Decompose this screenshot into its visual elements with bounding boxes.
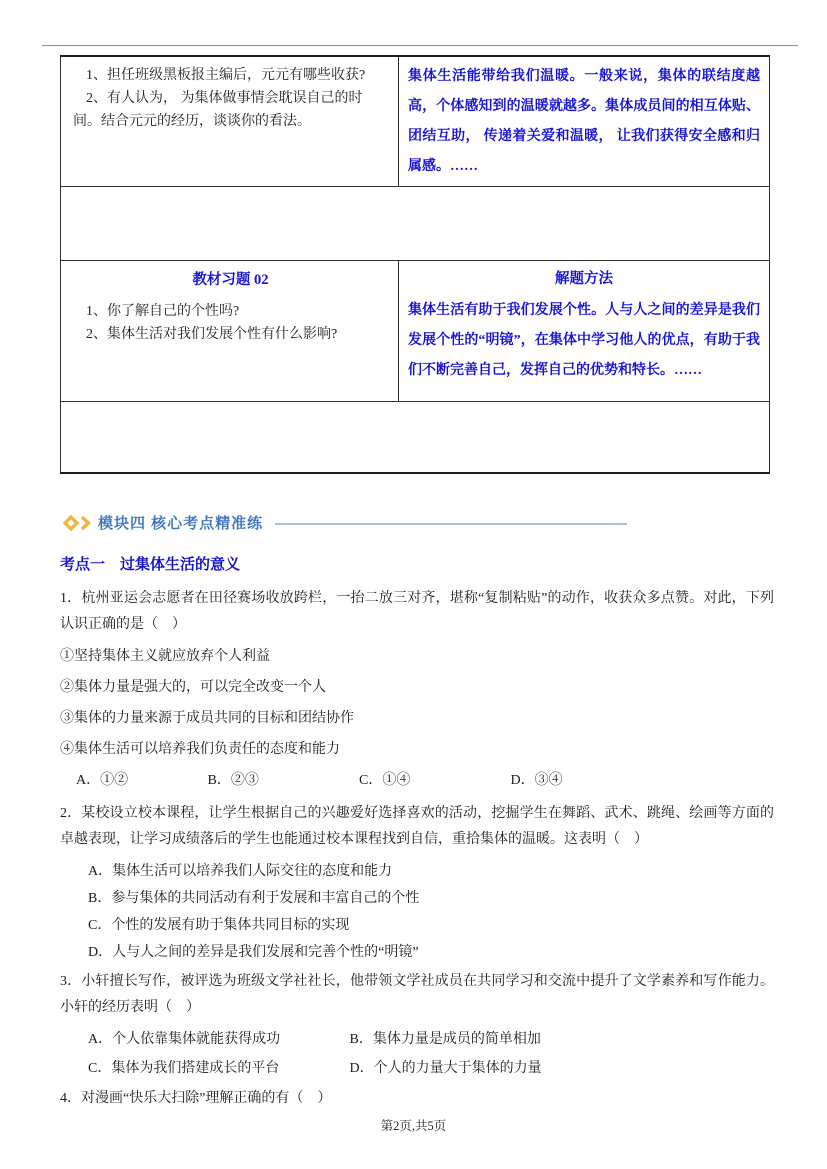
questions-block — [60, 586, 774, 1118]
option-d: D．③④ — [510, 773, 563, 788]
option-c: C．①④ — [359, 773, 411, 788]
exercise-header: 教材习题 02 — [192, 272, 269, 288]
question-1-options — [60, 768, 774, 794]
question-item: 2、集体生活对我们发展个性有什么影响? — [86, 327, 338, 342]
question-item: 1、你了解自己的个性吗? — [86, 304, 240, 319]
answer-text: 集体生活有助于我们发展个性。人与人之间的差异是我们发展个性的“明镜”，在集体中学习他人的优点，有助于我们不断完善自己，发挥自己的优势和特长。…… — [408, 303, 760, 378]
question-1-statement: ①坚持集体主义就应放弃个人利益 — [60, 649, 270, 664]
question-1-statement: ④集体生活可以培养我们负责任的态度和能力 — [60, 742, 340, 757]
top-divider — [42, 45, 798, 46]
option-c: C．集体为我们搭建成长的平台 — [88, 1061, 280, 1076]
question-1-statement: ②集体力量是强大的，可以完全改变一个人 — [60, 680, 326, 695]
question-3-options-row — [60, 1027, 774, 1053]
module-title: 模块四 核心考点精准练 — [98, 515, 264, 532]
keypoint-heading: 考点一 过集体生活的意义 — [60, 557, 241, 573]
question-cell — [61, 261, 399, 402]
table-row-empty — [61, 187, 770, 261]
diamond-arrow-icon — [62, 514, 92, 532]
question-3-stem: 3．小轩擅长写作，被评选为班级文学社社长，他带领文学社成员在共同学习和交流中提升了文学素养和写作能力。小轩的经历表明（ ） — [60, 974, 774, 1015]
table-row-textbook-exercise-01 — [61, 56, 770, 187]
empty-cell — [61, 187, 770, 261]
module-header — [62, 512, 762, 533]
option-c: C．个性的发展有助于集体共同目标的实现 — [88, 918, 350, 933]
question-4-stem: 4．对漫画“快乐大扫除”理解正确的有（ ） — [60, 1091, 332, 1106]
empty-cell — [61, 402, 770, 473]
review-table — [60, 55, 770, 474]
table-row-empty — [61, 402, 770, 473]
method-header: 解题方法 — [555, 271, 613, 287]
option-b: B．集体力量是成员的简单相加 — [349, 1032, 541, 1047]
module-header-rule — [275, 523, 627, 525]
question-cell — [61, 56, 399, 187]
question-1-stem: 1．杭州亚运会志愿者在田径赛场收放跨栏，一抬二放三对齐，堪称“复制粘贴”的动作，收获众多点赞。对此，下列认识正确的是（ ） — [60, 591, 774, 632]
answer-cell — [399, 56, 770, 187]
question-1-statement: ③集体的力量来源于成员共同的目标和团结协作 — [60, 711, 354, 726]
question-2-stem: 2．某校设立校本课程，让学生根据自己的兴趣爱好选择喜欢的活动，挖掘学生在舞蹈、武术、跳绳、绘画等方面的卓越表现，让学习成绩落后的学生也能通过校本课程找到自信，重拾集体的温暖。这表明（ ） — [60, 806, 774, 847]
page-number: 第2页,共5页 — [380, 1119, 447, 1133]
option-b: B．参与集体的共同活动有利于发展和丰富自己的个性 — [88, 891, 420, 906]
question-item: 2、有人认为， 为集体做事情会耽误自己的时间。结合元元的经历，谈谈你的看法。 — [73, 91, 363, 129]
option-a: A．①② — [76, 773, 129, 788]
question-item: 1、担任班级黑板报主编后，元元有哪些收获? — [86, 68, 366, 83]
question-3-options-row — [60, 1056, 774, 1082]
option-d: D．人与人之间的差异是我们发展和完善个性的“明镜” — [88, 945, 419, 960]
table-row-textbook-exercise-02 — [61, 261, 770, 402]
option-a: A．集体生活可以培养我们人际交往的态度和能力 — [88, 864, 393, 879]
option-d: D．个人的力量大于集体的力量 — [349, 1061, 542, 1076]
answer-cell — [399, 261, 770, 402]
option-a: A．个人依靠集体就能获得成功 — [88, 1032, 281, 1047]
answer-text: 集体生活能带给我们温暖。一般来说，集体的联结度越高，个体感知到的温暖就越多。集体成员间的相互体贴、团结互助， 传递着关爱和温暖， 让我们获得安全感和归属感。…… — [408, 69, 760, 174]
option-b: B．②③ — [207, 773, 259, 788]
